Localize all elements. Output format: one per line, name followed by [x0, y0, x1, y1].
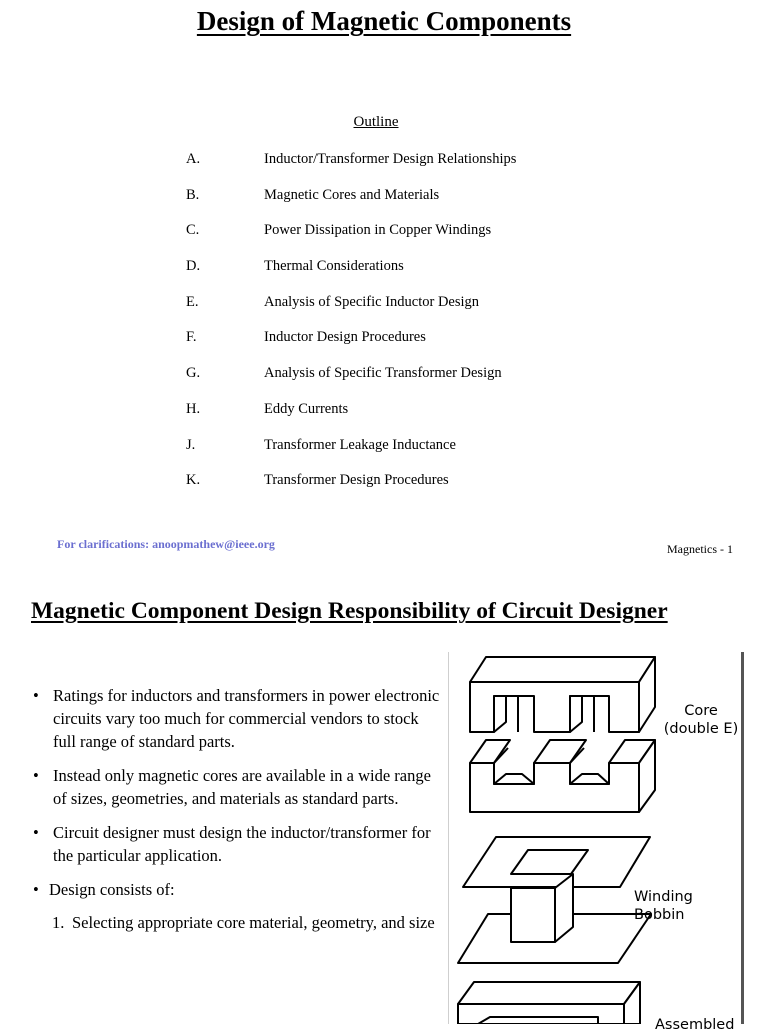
outline-text: Transformer Leakage Inductance — [264, 436, 456, 453]
numbered-item-text: Selecting appropriate core material, geometry, and size — [72, 913, 435, 932]
outline-letter: B. — [186, 186, 200, 203]
outline-item — [186, 187, 516, 223]
outline-item — [186, 258, 516, 294]
outline-list — [186, 151, 516, 508]
outline-text: Inductor/Transformer Design Relationships — [264, 151, 517, 167]
section-title: Magnetic Component Design Responsibility of Circuit Designer — [31, 598, 668, 624]
numbered-item-number: 1. — [52, 913, 65, 932]
contact-link[interactable]: For clarifications: anoopmathew@ieee.org — [57, 537, 275, 551]
outline-letter: D. — [186, 258, 201, 275]
assembled-label: Assembled — [655, 1017, 735, 1033]
outline-item — [186, 472, 516, 508]
bullet-item: • Circuit designer must design the inductor/transformer for the particular application. — [32, 821, 442, 867]
outline-item — [186, 294, 516, 330]
page-number: Magnetics - 1 — [667, 542, 733, 556]
winding-bobbin-label: Winding Bobbin — [634, 889, 693, 923]
outline-text: Magnetic Cores and Materials — [264, 186, 440, 203]
outline-item — [186, 365, 516, 401]
winding-bobbin — [458, 837, 651, 963]
upper-e-core — [470, 657, 655, 732]
page-title: Design of Magnetic Components — [196, 6, 572, 36]
outline-item — [186, 401, 516, 437]
outline-heading: Outline — [353, 114, 399, 130]
outline-letter: G. — [186, 365, 201, 382]
bullet-item: • Ratings for inductors and transformers in power electronic circuits vary too much for commercial vendors to stock full range of standard parts. — [32, 684, 442, 753]
outline-item — [186, 329, 516, 365]
outline-letter: F. — [186, 329, 197, 346]
outline-text: Transformer Design Procedures — [264, 472, 449, 489]
assembled-core — [458, 982, 640, 1024]
outline-item — [186, 437, 516, 473]
outline-letter: H. — [186, 400, 201, 417]
outline-letter: A. — [186, 151, 201, 167]
outline-letter: K. — [186, 472, 201, 489]
core-assembly-figure — [448, 652, 748, 1033]
outline-text: Thermal Considerations — [264, 258, 404, 275]
numbered-item — [32, 911, 442, 934]
outline-text: Analysis of Specific Transformer Design — [264, 365, 502, 382]
outline-letter: J. — [186, 436, 196, 453]
outline-item — [186, 222, 516, 258]
outline-letter: C. — [186, 222, 200, 239]
outline-item — [186, 151, 516, 187]
bullet-item: • Design consists of: — [32, 878, 442, 901]
bullet-list — [32, 684, 442, 934]
bullet-item: • Instead only magnetic cores are available in a wide range of sizes, geometries, and materials as standard parts. — [32, 764, 442, 810]
outline-text: Power Dissipation in Copper Windings — [264, 222, 492, 239]
outline-letter: E. — [186, 293, 199, 310]
outline-text: Analysis of Specific Inductor Design — [264, 293, 480, 310]
outline-text: Inductor Design Procedures — [264, 329, 426, 346]
core-label: Core (double E) — [663, 703, 739, 737]
outline-text: Eddy Currents — [264, 400, 349, 417]
lower-e-core — [470, 740, 655, 812]
